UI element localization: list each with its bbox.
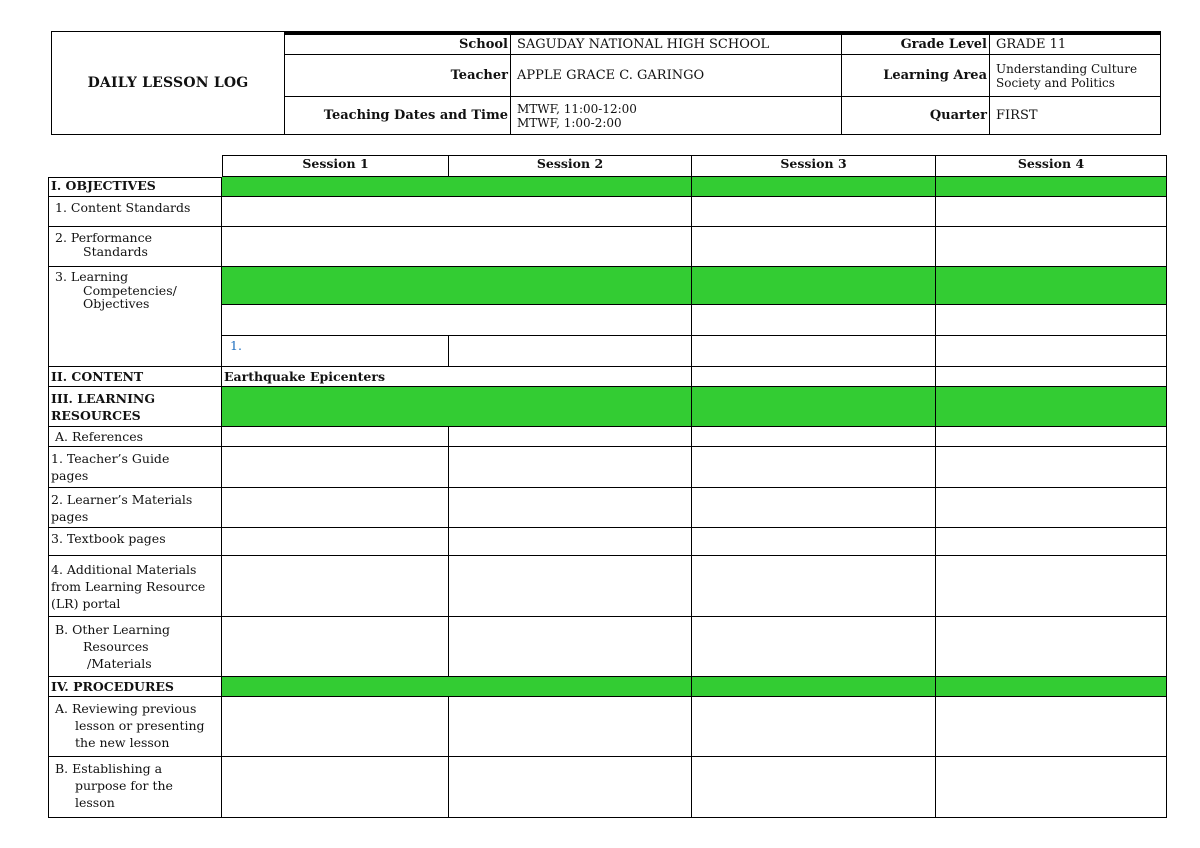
additional-s4[interactable] <box>936 556 1167 617</box>
reviewing-s2[interactable] <box>449 697 692 757</box>
establishing-line-2: purpose for the <box>75 778 173 793</box>
procedures-fill-s12 <box>222 677 692 697</box>
resources-fill-s3 <box>692 387 936 427</box>
objective-item-number: 1. <box>230 338 242 353</box>
competencies-s12-a[interactable] <box>222 305 692 336</box>
other-s1[interactable] <box>222 617 449 677</box>
teaching-dates-line-2: MTWF, 1:00-2:00 <box>517 115 622 130</box>
school-label: School <box>285 35 511 55</box>
session-2-header: Session 2 <box>449 155 692 177</box>
teachers-guide-s3[interactable] <box>692 447 936 488</box>
references-s4[interactable] <box>936 427 1167 447</box>
learning-area-line-1: Understanding Culture <box>996 61 1138 76</box>
session-1-header: Session 1 <box>222 155 449 177</box>
competencies-fill-s4 <box>936 267 1167 305</box>
additional-line-2: from Learning Resource <box>51 579 206 594</box>
teacher-value: APPLE GRACE C. GARINGO <box>511 55 842 97</box>
establishing-line-1: B. Establishing a <box>55 761 163 776</box>
additional-line-3: (LR) portal <box>51 596 121 611</box>
other-s2[interactable] <box>449 617 692 677</box>
learning-competencies-label <box>48 267 222 367</box>
teaching-dates-label: Teaching Dates and Time <box>285 97 511 134</box>
establishing-s4[interactable] <box>936 757 1167 818</box>
learning-resources-heading <box>48 387 222 427</box>
learning-area-label: Learning Area <box>842 55 990 97</box>
content-topic: Earthquake Epicenters <box>224 369 385 384</box>
learners-materials-label <box>48 488 222 528</box>
competencies-fill-s12 <box>222 267 692 305</box>
competencies-line-3: Objectives <box>83 296 150 311</box>
grade-level-value: GRADE 11 <box>990 35 1160 55</box>
other-line-3: /Materials <box>87 656 152 671</box>
reviewing-s3[interactable] <box>692 697 936 757</box>
teachers-guide-line-2: pages <box>51 468 89 483</box>
resources-fill-s4 <box>936 387 1167 427</box>
session-3-header: Session 3 <box>692 155 936 177</box>
performance-standards-s4[interactable] <box>936 227 1167 267</box>
other-line-1: B. Other Learning <box>55 622 171 637</box>
resources-fill-s12 <box>222 387 692 427</box>
teachers-guide-line-1: 1. Teacher’s Guide <box>51 451 170 466</box>
textbook-pages-label: 3. Textbook pages <box>48 528 222 556</box>
other-line-2: Resources <box>83 639 149 654</box>
learners-materials-line-2: pages <box>51 509 89 524</box>
resources-line-2: RESOURCES <box>51 408 141 423</box>
content-standards-s4[interactable] <box>936 197 1167 227</box>
objectives-fill-s4 <box>936 177 1167 197</box>
references-s2[interactable] <box>449 427 692 447</box>
performance-standards-label <box>48 227 222 267</box>
procedures-fill-s3 <box>692 677 936 697</box>
performance-line-2: Standards <box>83 243 148 259</box>
teachers-guide-s4[interactable] <box>936 447 1167 488</box>
teacher-label: Teacher <box>285 55 511 97</box>
content-standards-s3[interactable] <box>692 197 936 227</box>
content-heading: II. CONTENT <box>48 367 222 387</box>
learners-materials-line-1: 2. Learner’s Materials <box>51 492 193 507</box>
page-title: DAILY LESSON LOG <box>52 32 285 134</box>
resources-line-1: III. LEARNING <box>51 391 156 406</box>
textbook-s4[interactable] <box>936 528 1167 556</box>
school-value: SAGUDAY NATIONAL HIGH SCHOOL <box>511 35 842 55</box>
other-resources-label <box>48 617 222 677</box>
objective-item-s3[interactable] <box>692 336 936 367</box>
references-s3[interactable] <box>692 427 936 447</box>
content-standards-label: 1. Content Standards <box>48 197 222 227</box>
reviewing-line-2: lesson or presenting <box>75 718 205 733</box>
quarter-value: FIRST <box>996 108 1038 123</box>
quarter-label: Quarter <box>842 97 990 134</box>
reviewing-line-1: A. Reviewing previous <box>55 701 197 716</box>
objective-item-s1[interactable] <box>222 336 449 367</box>
teachers-guide-s1[interactable] <box>222 447 449 488</box>
learning-area-line-2: Society and Politics <box>996 75 1115 90</box>
content-value-s4[interactable] <box>936 367 1167 387</box>
objective-item-s2[interactable] <box>449 336 692 367</box>
reviewing-label <box>48 697 222 757</box>
textbook-s3[interactable] <box>692 528 936 556</box>
reviewing-s4[interactable] <box>936 697 1167 757</box>
textbook-s2[interactable] <box>449 528 692 556</box>
performance-standards-s12[interactable] <box>222 227 692 267</box>
establishing-s2[interactable] <box>449 757 692 818</box>
establishing-s1[interactable] <box>222 757 449 818</box>
additional-line-1: 4. Additional Materials <box>51 562 197 577</box>
additional-s1[interactable] <box>222 556 449 617</box>
additional-s3[interactable] <box>692 556 936 617</box>
establishing-line-3: lesson <box>75 795 115 810</box>
content-standards-s12[interactable] <box>222 197 692 227</box>
reviewing-line-3: the new lesson <box>75 735 170 750</box>
grade-level-label: Grade Level <box>842 35 990 55</box>
learners-materials-s3[interactable] <box>692 488 936 528</box>
competencies-s3-a[interactable] <box>692 305 936 336</box>
establishing-label <box>48 757 222 818</box>
competencies-line-1: 3. Learning <box>55 269 129 284</box>
objective-item-s4[interactable] <box>936 336 1167 367</box>
learners-materials-s4[interactable] <box>936 488 1167 528</box>
establishing-s3[interactable] <box>692 757 936 818</box>
teachers-guide-s2[interactable] <box>449 447 692 488</box>
references-s1[interactable] <box>222 427 449 447</box>
other-s3[interactable] <box>692 617 936 677</box>
reviewing-s1[interactable] <box>222 697 449 757</box>
content-value-s3[interactable] <box>692 367 936 387</box>
teaching-dates-line-1: MTWF, 11:00-12:00 <box>517 101 637 116</box>
competencies-fill-s3 <box>692 267 936 305</box>
procedures-fill-s4 <box>936 677 1167 697</box>
objectives-fill-s3 <box>692 177 936 197</box>
references-label: A. References <box>48 427 222 447</box>
session-4-header: Session 4 <box>936 155 1167 177</box>
objectives-fill-s12 <box>222 177 692 197</box>
objectives-heading: I. OBJECTIVES <box>48 177 222 197</box>
performance-standards-s3[interactable] <box>692 227 936 267</box>
other-s4[interactable] <box>936 617 1167 677</box>
competencies-s4-a[interactable] <box>936 305 1167 336</box>
learners-materials-s1[interactable] <box>222 488 449 528</box>
textbook-s1[interactable] <box>222 528 449 556</box>
learners-materials-s2[interactable] <box>449 488 692 528</box>
competencies-line-2: Competencies/ <box>83 282 177 298</box>
additional-s2[interactable] <box>449 556 692 617</box>
additional-materials-label <box>48 556 222 617</box>
teachers-guide-label <box>48 447 222 488</box>
content-value-s12[interactable] <box>222 367 692 387</box>
performance-line-1: 2. Performance <box>55 230 153 245</box>
procedures-heading: IV. PROCEDURES <box>48 677 222 697</box>
